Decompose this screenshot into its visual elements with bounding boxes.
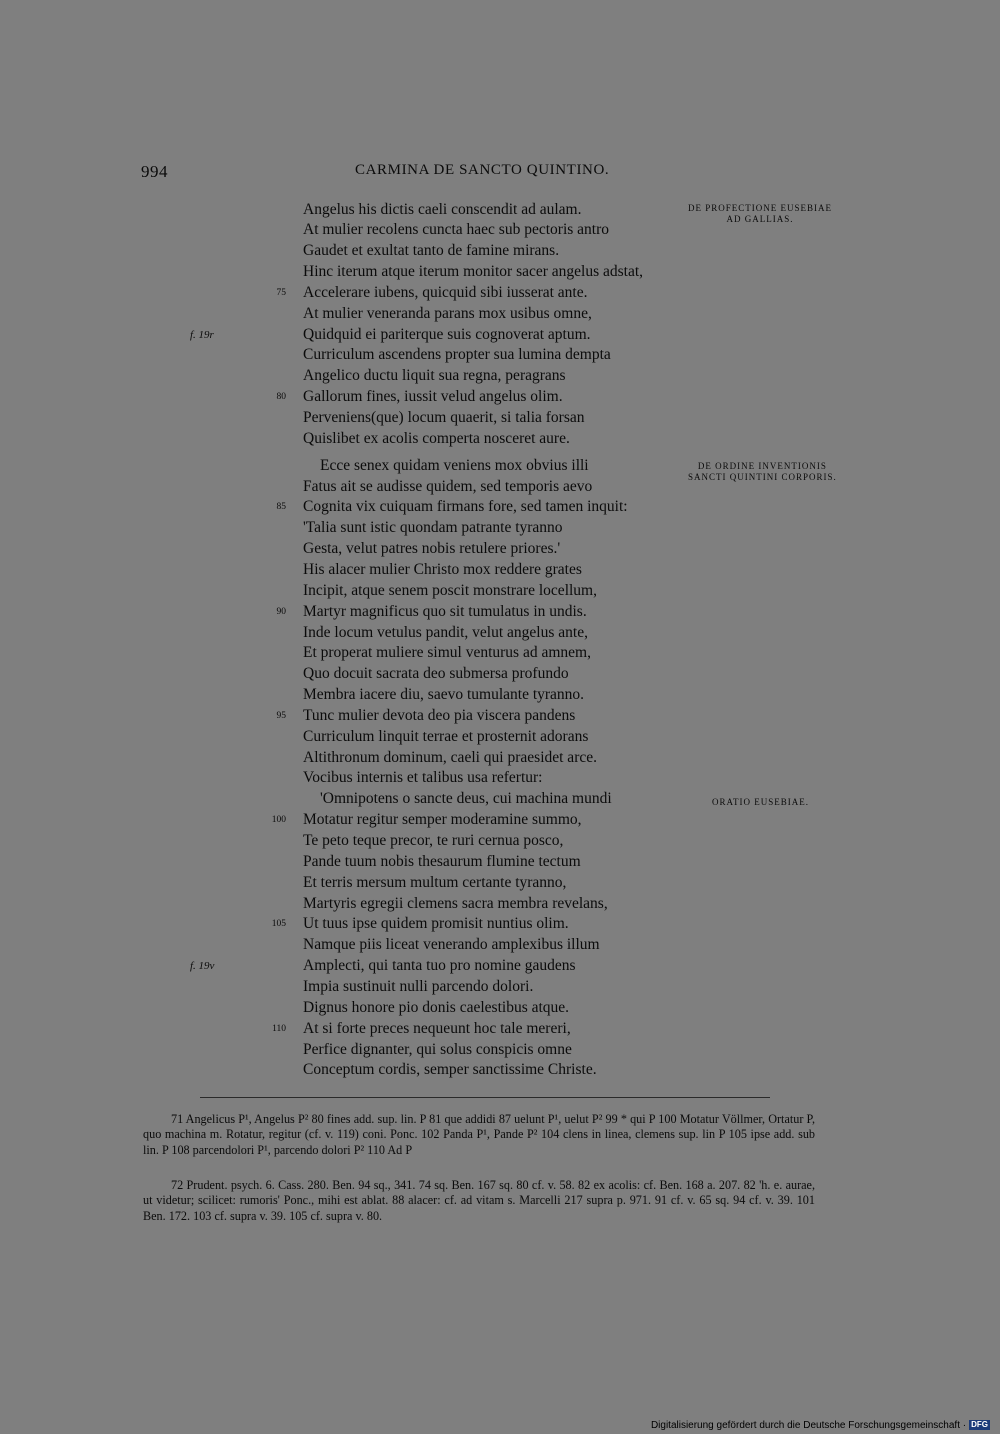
verse-line: Gaudet et exultat tanto de famine mirans. (303, 242, 560, 260)
verse-line: 'Omnipotens o sancte deus, cui machina mundi (320, 790, 612, 808)
verse-line: Martyr magnificus quo sit tumulatus in undis. (303, 602, 587, 620)
verse-line: At si forte preces nequeunt hoc tale mereri, (303, 1019, 571, 1037)
dfg-logo: DFG (971, 1420, 988, 1430)
verse-line: Namque piis liceat venerando amplexibus illum (303, 936, 600, 954)
verse-line: Vocibus internis et talibus usa refertur: (303, 769, 543, 787)
verse-line: Curriculum linquit terrae et prosternit adorans (303, 727, 589, 745)
footnote-rule (200, 1097, 770, 1098)
line-number: 110 (272, 1023, 286, 1034)
verse-line: Tunc mulier devota deo pia viscera pandens (303, 706, 576, 724)
line-number: 100 (271, 815, 286, 826)
verse-line: Angelico ductu liquit sua regna, peragrans (303, 367, 566, 385)
verse-line: Accelerare iubens, quicquid sibi iusserat ante. (303, 283, 588, 301)
verse-line: Inde locum vetulus pandit, velut angelus ante, (303, 623, 588, 641)
verse-line: Fatus ait se audisse quidem, sed temporis aevo (303, 477, 593, 495)
side-note-inventionis (688, 461, 837, 483)
verse-line: Perveniens(que) locum quaerit, si talia forsan (303, 409, 585, 426)
line-number: 105 (271, 919, 286, 930)
line-number: 95 (276, 710, 286, 721)
side-note-line: DE ORDINE INVENTIONIS (697, 461, 827, 471)
apparatus-line: 108 parcendolori P¹, parcendo dolori P² 110 Ad P (171, 1142, 413, 1157)
apparatus-line: 72 Prudent. psych. 6. Cass. 280. Ben. 94 sq., 341. 74 sq. Ben. 167 sq. 80 cf. v. 58. 82 ex (171, 1178, 606, 1192)
verse-line: Motatur regitur semper moderamine summo, (303, 811, 582, 829)
verse-line: Gesta, velut patres nobis retulere priores.' (303, 540, 561, 558)
verse-line: Pande tuum nobis thesaurum flumine tectum (303, 852, 581, 870)
verse-line: Ecce senex quidam veniens mox obvius illi (320, 456, 589, 474)
verse-line: Hinc iterum atque iterum monitor sacer angelus adstat, (303, 263, 644, 281)
apparatus-line: 88 alacer: cf. ad vitam s. Marcelli 217 supra p. 971. 91 cf. v. 65 sq. 94 cf. v. 39. 101 Ben. 172. (143, 1193, 815, 1223)
verse-line: Ut tuus ipse quidem promisit nuntius olim. (303, 915, 569, 933)
line-number: 90 (276, 606, 286, 617)
side-note-line: AD GALLIAS. (726, 214, 794, 224)
verse-line: Quo docuit sacrata deo submersa profundo (303, 665, 569, 683)
side-note-line: DE PROFECTIONE EUSEBIAE (688, 203, 832, 213)
verse-line: Conceptum cordis, semper sanctissime Christe. (303, 1061, 597, 1079)
verse-line: Curriculum ascendens propter sua lumina dempta (303, 346, 611, 364)
apparatus-sources (143, 1178, 815, 1224)
folio-marker: f. 19r (190, 328, 214, 341)
side-note-line: SANCTI QUINTINI CORPORIS. (688, 472, 837, 482)
apparatus-line: acolis: cf. Ben. 168 a. 207. 82 'h. e. aurae, ut videtur; scilicet: rumoris' Ponc., mihi est ablat. (143, 1178, 816, 1208)
digitization-credit (651, 1420, 990, 1431)
verse-line: His alacer mulier Christo mox reddere grates (303, 560, 582, 578)
apparatus-line: coni. Ponc. 102 Panda P¹, Pande P² 104 clens in linea, clemens sup. lin P 105 ipse add. sub lin. P (143, 1127, 816, 1157)
verse-line: Martyris egregii clemens sacra membra revelans, (303, 894, 608, 912)
apparatus-critical (143, 1112, 815, 1158)
verse-line: Incipit, atque senem poscit monstrare locellum, (303, 581, 597, 599)
verse-line: At mulier recolens cuncta haec sub pectoris antro (303, 221, 610, 239)
side-note-oratio (712, 797, 809, 808)
page-number: 994 (141, 162, 168, 181)
side-note-profectione (688, 203, 832, 225)
verse-line: Angelus his dictis caeli conscendit ad aulam. (303, 200, 582, 218)
verse-line: Quislibet ex acolis comperta nosceret aure. (303, 429, 570, 447)
verse-line: Gallorum fines, iussit velud angelus olim. (303, 388, 563, 406)
side-note-line: ORATIO EUSEBIAE. (712, 797, 809, 807)
verse-line: Cognita vix cuiquam firmans fore, sed tamen inquit: (303, 498, 628, 516)
line-number: 80 (276, 392, 286, 403)
apparatus-line: 103 cf. supra v. 39. 105 cf. supra v. 80. (193, 1208, 383, 1223)
verse-line: Impia sustinuit nulli parcendo dolori. (303, 977, 534, 995)
apparatus-line: 71 Angelicus P¹, Angelus P² 80 fines add. sup. lin. P 81 que addidi 87 uelunt P¹, (171, 1112, 562, 1126)
verse-line: Perfice dignanter, qui solus conspicis omne (303, 1040, 572, 1058)
verse-line: At mulier veneranda parans mox usibus omne, (303, 304, 592, 322)
apparatus-line: uelut P² 99 * qui P 100 Motatur Völlmer, Ortatur P, quo machina m. Rotatur, regitur (cf. v. 119) (143, 1112, 816, 1142)
verse-line: Et properat muliere simul venturus ad amnem, (303, 644, 591, 662)
credit-text: Digitalisierung gefördert durch die Deutsche Forschungsgemeinschaft · (650, 1420, 967, 1431)
verse-line: Dignus honore pio donis caelestibus atque. (303, 998, 570, 1016)
running-title: CARMINA DE SANCTO QUINTINO. (355, 162, 610, 178)
verse-line: Altithronum dominum, caeli qui praesidet arce. (303, 748, 597, 766)
verse-line: Quidquid ei pariterque suis cognoverat aptum. (303, 325, 591, 343)
verse-line: Amplecti, qui tanta tuo pro nomine gaudens (303, 957, 576, 975)
folio-marker: f. 19v (190, 960, 215, 973)
line-number: 85 (276, 502, 286, 513)
verse-line: Membra iacere diu, saevo tumulante tyranno. (303, 686, 585, 704)
verse-line: 'Talia sunt istic quondam patrante tyranno (303, 519, 563, 537)
verse-line: Et terris mersum multum certante tyranno, (303, 873, 567, 891)
line-number: 75 (276, 287, 286, 298)
verse-line: Te peto teque precor, te ruri cernua posco, (303, 832, 564, 849)
